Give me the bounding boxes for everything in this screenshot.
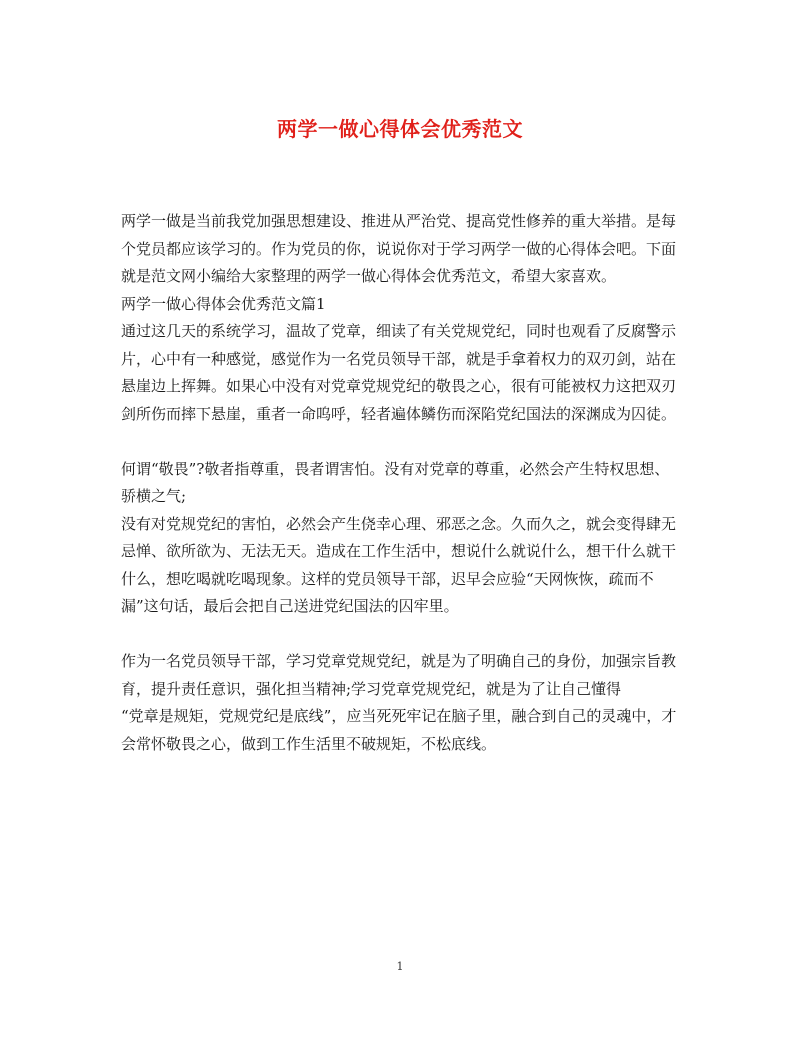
paragraph-gap [121,621,681,649]
paragraph-gap [121,428,681,456]
body-paragraph: “党章是规矩，党规党纪是底线”，应当死死牢记在脑子里，融合到自己的灵魂中，才会常怀敬畏之心，做到工作生活里不破规矩，不松底线。 [121,707,677,753]
intro-paragraph: 两学一做是当前我党加强思想建设、推进从严治党、提高党性修养的重大举措。是每个党员都应该学习的。作为党员的你，说说你对于学习两学一做的心得体会吧。下面就是范文网小编给大家整理的两学一做心得体会优秀范文，希望大家喜欢。 [121,212,677,285]
body-paragraph: 没有对党规党纪的害怕，必然会产生侥幸心理、邪恶之念。久而久之，就会变得肆无忌惮、欲所欲为、无法无天。造成在工作生活中，想说什么就说什么，想干什么就干什么，想吃喝就吃喝现象。这样的党员领导干部，迟早会应验“天网恢恢，疏而不漏”这句话，最后会把自己送进党纪国法的囚牢里。 [121,514,677,615]
document-title: 两学一做心得体会优秀范文 [277,117,523,141]
body-paragraph: 通过这几天的系统学习，温故了党章，细读了有关党规党纪，同时也观看了反腐警示片，心中有一种感觉，感觉作为一名党员领导干部，就是手拿着权力的双刃剑，站在悬崖边上挥舞。如果心中没有对党章党规党纪的敬畏之心，很有可能被权力这把双刃剑所伤而摔下悬崖，重者一命呜呼，轻者遍体鳞伤而深陷党纪国法的深渊成为囚徒。 [121,322,677,423]
section-heading: 两学一做心得体会优秀范文篇1 [121,294,326,313]
body-paragraph: 何谓“敬畏”?敬者指尊重，畏者谓害怕。没有对党章的尊重，必然会产生特权思想、骄横之气; [121,459,670,505]
page-number: 1 [396,960,404,973]
document-body [121,208,681,758]
body-paragraph: 作为一名党员领导干部，学习党章党规党纪，就是为了明确自己的身份，加强宗旨教育，提升责任意识，强化担当精神;学习党章党规党纪，就是为了让自己懂得 [121,652,677,698]
